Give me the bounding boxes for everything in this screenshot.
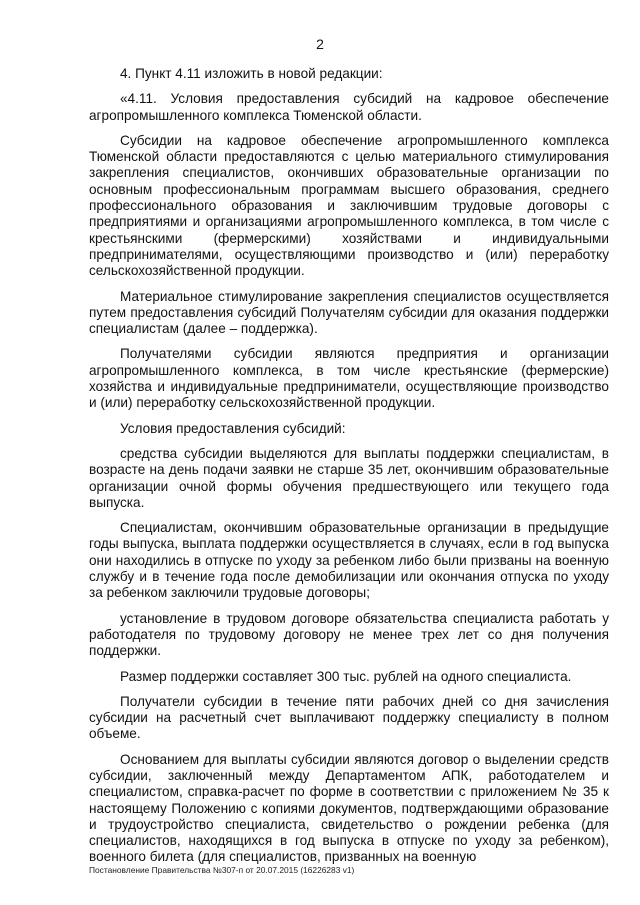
paragraph-conditions-heading: Условия предоставления субсидий: (120, 420, 346, 436)
paragraph-support-amount: Размер поддержки составляет 300 тыс. рублей на одного специалиста. (120, 668, 572, 684)
paragraph-condition-prior-graduates: Специалистам, окончившим образовательные организации в предыдущие годы выпуска, выплата поддержки осуществляется в случаях, если в год выпуска они находились в отпуске по уходу за ребенком либо были призваны на военную службу и в течение года после демобилизации или окончания отпуска по уходу за ребенком заключили трудовые договоры; (89, 520, 609, 601)
paragraph-payment-timing: Получатели субсидии в течение пяти рабочих дней со дня зачисления субсидии на расчетный счет выплачивают поддержку специалисту в полном объеме. (89, 693, 609, 742)
page-number: 2 (316, 36, 324, 52)
paragraph-payment-basis: Основанием для выплаты субсидии являются договор о выделении средств субсидии, заключенный между Департаментом АПК, работодателем и специалистом, справка-расчет по форме в соответствии с приложением № 35 к настоящему Положению с копиями документов, подтверждающими образование и трудоустройство специалиста, свидетельство о рождении ребенка (для специалистов, находящихся в год выпуска в отпуске по уходу за ребенком), военного билета (для специалистов, призванных на военную (89, 751, 609, 865)
paragraph-subsidy-purpose: Субсидии на кадровое обеспечение агропромышленного комплекса Тюменской области предоставляются с целью материального стимулирования закрепления специалистов, окончивших образовательные организации по основным профессиональным программам высшего образования, среднего профессионального образования и заключившим трудовые договоры с предприятиями и организациями агропромышленного комплекса, в том числе с крестьянскими (фермерскими) хозяйствами и индивидуальными предпринимателями, осуществляющими производство и (или) переработку сельскохозяйственной продукции. (89, 132, 609, 279)
paragraph-condition-age: средства субсидии выделяются для выплаты поддержки специалистам, в возрасте на день подачи заявки не старше 35 лет, окончившим образовательные организации очной формы обучения предшествующего или текущего года выпуска. (89, 445, 609, 510)
paragraph-section-title: «4.11. Условия предоставления субсидий на кадровое обеспечение агропромышленного комплекса Тюменской области. (89, 91, 609, 123)
paragraph-amendment-heading: 4. Пункт 4.11 изложить в новой редакции: (120, 66, 383, 81)
paragraph-condition-contract: установление в трудовом договоре обязательства специалиста работать у работодателя по трудовому договору не менее трех лет со дня получения поддержки. (89, 610, 609, 659)
document-footer: Постановление Правительства №307-п от 20.07.2015 (16226283 v1) (89, 865, 355, 875)
document-body (89, 66, 609, 875)
paragraph-material-incentive: Материальное стимулирование закрепления специалистов осуществляется путем предоставления субсидий Получателям субсидии для оказания поддержки специалистам (далее – поддержка). (89, 288, 609, 337)
paragraph-recipients: Получателями субсидии являются предприятия и организации агропромышленного комплекса, в том числе крестьянские (фермерские) хозяйства и индивидуальные предприниматели, осуществляющие производство и (или) переработку сельскохозяйственной продукции. (89, 346, 609, 411)
